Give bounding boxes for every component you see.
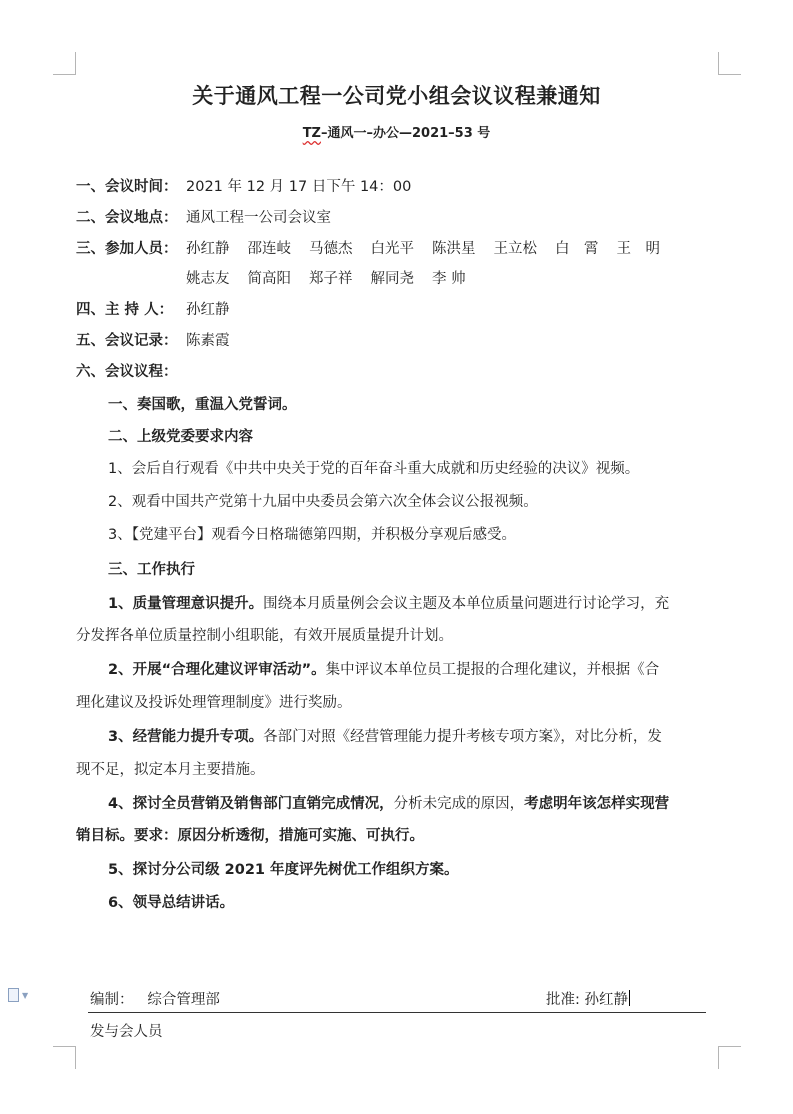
meeting-time-value: 2021 年 12 月 17 日下午 14：00 bbox=[186, 179, 412, 195]
distribution-line: 发与会人员 bbox=[90, 1024, 163, 1040]
editor-value: 综合管理部 bbox=[147, 992, 220, 1008]
work-item-4-heading: 4、探讨全员营销及销售部门直销完成情况， bbox=[108, 796, 394, 812]
work-item-1-cont: 分发挥各单位质量控制小组职能，有效开展质量提升计划。 bbox=[76, 628, 453, 644]
footer-rule bbox=[88, 1012, 706, 1013]
work-item-4-cont: 销目标。要求：原因分析透彻，措施可实施、可执行。 bbox=[76, 828, 424, 844]
work-item-4-emphasis: 考虑明年该怎样实现营 bbox=[524, 796, 670, 812]
crop-mark-bottom-right bbox=[718, 1046, 741, 1069]
work-item-2-text: 集中评议本单位员工提报的合理化建议，并根据《合 bbox=[325, 662, 660, 678]
attendees-row-2 bbox=[186, 271, 484, 287]
text-cursor bbox=[629, 990, 630, 1006]
work-item-2-heading: 2、开展“合理化建议评审活动”。 bbox=[108, 662, 326, 678]
doc-number-rest: –通风一–办公—2021–53 号 bbox=[320, 126, 491, 141]
recorder-value: 陈素霞 bbox=[186, 333, 230, 349]
attendee-name: 陈洪星 bbox=[432, 241, 476, 257]
agenda-section-2: 二、上级党委要求内容 bbox=[108, 429, 253, 445]
meeting-time-line bbox=[76, 177, 411, 197]
meeting-place-value: 通风工程一公司会议室 bbox=[186, 210, 331, 226]
work-item-6: 6、领导总结讲话。 bbox=[108, 895, 235, 911]
attendee-name: 李 帅 bbox=[432, 271, 466, 287]
attendee-name: 孙红静 bbox=[186, 241, 230, 257]
editor-label: 编制： bbox=[90, 992, 134, 1008]
work-item-2 bbox=[108, 660, 659, 680]
agenda-section-1: 一、奏国歌，重温入党誓词。 bbox=[108, 397, 297, 413]
crop-mark-top-left bbox=[53, 52, 76, 75]
document-number bbox=[0, 122, 793, 141]
work-item-1-text: 围绕本月质量例会会议主题及本单位质量问题进行讨论学习，充 bbox=[263, 596, 670, 612]
crop-mark-bottom-left bbox=[53, 1046, 76, 1069]
meeting-place-label: 二、会议地点： bbox=[76, 210, 178, 226]
approver-label: 批准: bbox=[546, 992, 580, 1008]
approver-line bbox=[546, 990, 630, 1010]
attendees-label: 三、参加人员： bbox=[76, 241, 178, 257]
document-title: 关于通风工程一公司党小组会议议程兼通知 bbox=[192, 84, 601, 108]
attendee-name: 郑子祥 bbox=[309, 271, 353, 287]
recorder-line bbox=[76, 331, 230, 351]
document-icon[interactable]: ▼ bbox=[8, 988, 20, 1002]
work-item-4 bbox=[108, 794, 669, 814]
work-item-1-heading: 1、质量管理意识提升。 bbox=[108, 596, 264, 612]
work-item-2-cont: 理化建议及投诉处理管理制度》进行奖励。 bbox=[76, 695, 352, 711]
work-item-3-cont: 现不足，拟定本月主要措施。 bbox=[76, 762, 265, 778]
agenda-item-2-1: 1、会后自行观看《中共中央关于党的百年奋斗重大成就和历史经验的决议》视频。 bbox=[108, 461, 640, 477]
editor-line bbox=[90, 990, 220, 1010]
work-item-3-text: 各部门对照《经营管理能力提升考核专项方案》，对比分析，发 bbox=[263, 729, 662, 745]
crop-mark-top-right bbox=[718, 52, 741, 75]
attendee-name: 姚志友 bbox=[186, 271, 230, 287]
agenda-item-2-2: 2、观看中国共产党第十九届中央委员会第六次全体会议公报视频。 bbox=[108, 494, 538, 510]
attendee-name: 简高阳 bbox=[247, 271, 291, 287]
attendee-name: 马德杰 bbox=[309, 241, 353, 257]
meeting-place-line bbox=[76, 208, 331, 228]
agenda-label: 六、会议议程： bbox=[76, 364, 178, 380]
attendee-name: 白 霄 bbox=[555, 241, 599, 257]
attendee-name: 邵连岐 bbox=[247, 241, 291, 257]
work-item-4-text: 分析未完成的原因， bbox=[393, 796, 525, 812]
meeting-time-label: 一、会议时间： bbox=[76, 179, 178, 195]
host-value: 孙红静 bbox=[186, 302, 230, 318]
work-item-5: 5、探讨分公司级 2021 年度评先树优工作组织方案。 bbox=[108, 862, 459, 878]
agenda-section-3: 三、工作执行 bbox=[108, 562, 195, 578]
work-item-3 bbox=[108, 727, 662, 747]
recorder-label: 五、会议记录： bbox=[76, 333, 178, 349]
agenda-item-2-3: 3、【党建平台】观看今日格瑞德第四期，并积极分享观后感受。 bbox=[108, 527, 516, 543]
attendee-name: 王 明 bbox=[616, 241, 660, 257]
host-label: 四、主 持 人： bbox=[76, 302, 174, 318]
attendee-name: 王立松 bbox=[493, 241, 537, 257]
attendees-row-1 bbox=[186, 241, 678, 257]
host-line bbox=[76, 300, 230, 320]
work-item-1 bbox=[108, 594, 669, 614]
attendee-name: 白光平 bbox=[370, 241, 414, 257]
doc-number-prefix: TZ bbox=[302, 126, 321, 141]
approver-value[interactable]: 孙红静 bbox=[584, 992, 628, 1008]
attendees-line bbox=[76, 239, 678, 259]
attendee-name: 解同尧 bbox=[370, 271, 414, 287]
attendees-line-2 bbox=[186, 269, 484, 289]
work-item-3-heading: 3、经营能力提升专项。 bbox=[108, 729, 264, 745]
